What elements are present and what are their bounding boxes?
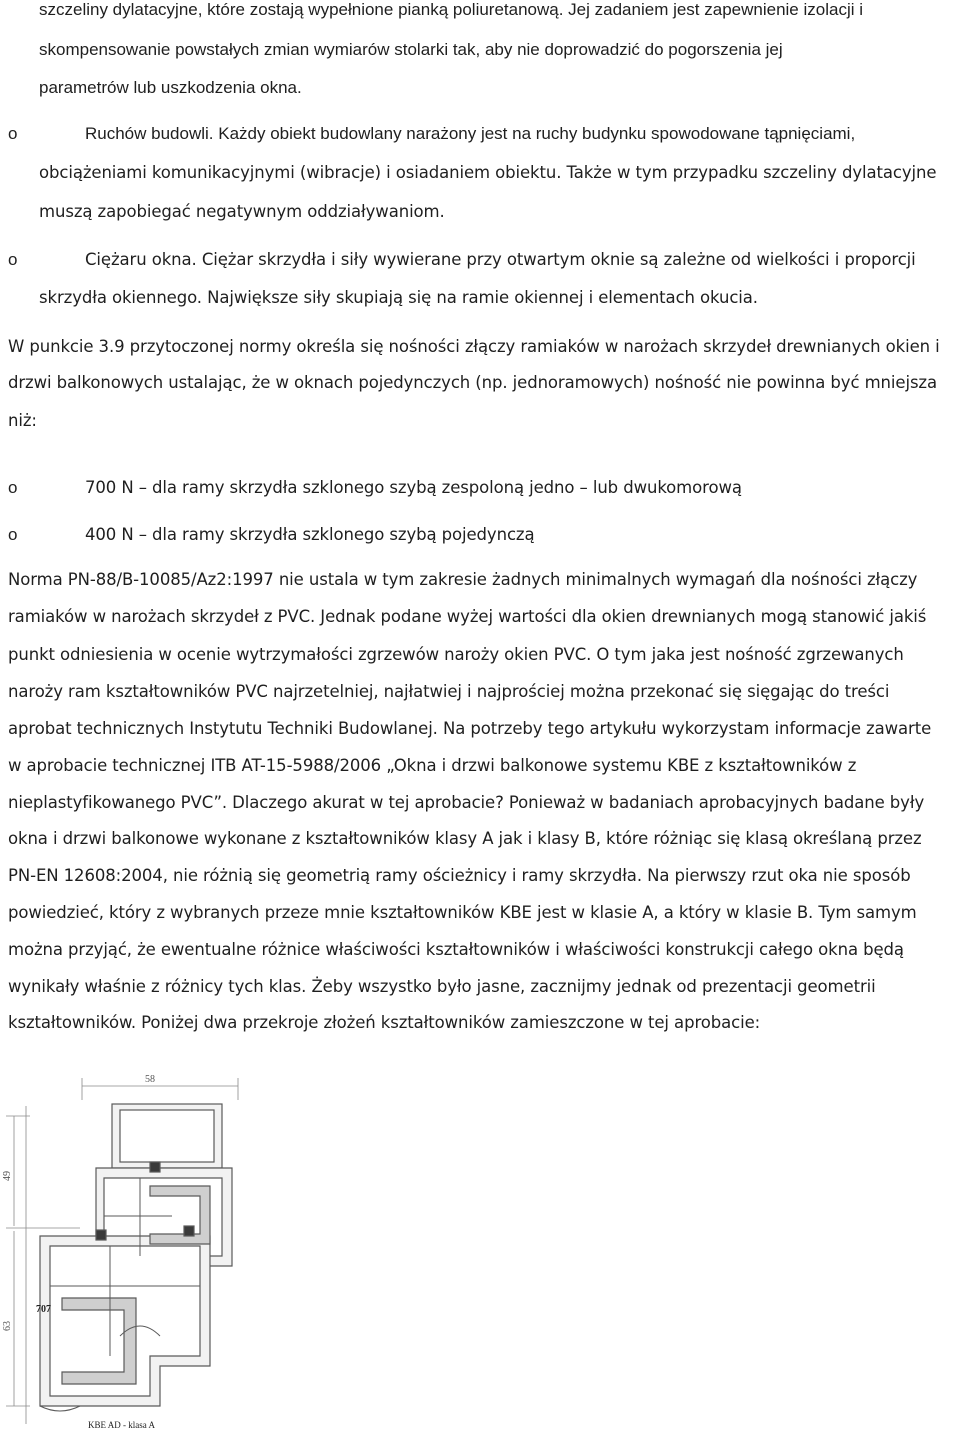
bullet-marker: o — [8, 250, 18, 269]
paragraph-line: w aprobacie technicznej ITB AT-15-5988/2006 „Okna i drzwi balkonowe systemu KBE z kształtowników z — [8, 756, 857, 775]
paragraph-line: można przyjąć, że ewentualne różnice właściwości kształtowników i właściwości konstrukcji całego okna będą — [8, 940, 904, 959]
paragraph-line: kształtowników. Poniżej dwa przekroje złożeń kształtowników zamieszczone w tej aprobacie: — [8, 1013, 761, 1032]
paragraph-line: powiedzieć, który z wybranych przeze mnie kształtowników KBE jest w klasie A, a który w klasie B. Tym samym — [8, 903, 917, 922]
dimension-left-lower: 63 — [2, 1321, 13, 1331]
paragraph-line: naroży ram kształtowników PVC najrzetelniej, najłatwiej i najprościej można przekonać się sięgając do treści — [8, 682, 890, 701]
paragraph-line: niż: — [8, 411, 37, 430]
paragraph-line: Norma PN-88/B-10085/Az2:1997 nie ustala w tym zakresie żadnych minimalnych wymagań dla nośności złączy — [8, 570, 918, 589]
bullet-marker: o — [8, 478, 18, 497]
bullet-marker: o — [8, 525, 18, 544]
paragraph-line: punkt odniesienia w ocenie wytrzymałości zgrzewów naroży okien PVC. O tym jaka jest nośność zgrzewanych — [8, 645, 904, 664]
paragraph-line: W punkcie 3.9 przytoczonej normy określa się nośności złączy ramiaków w narożach skrzydeł drewnianych okien i — [8, 337, 940, 356]
bullet-text-line: skrzydła okiennego. Największe siły skupiają się na ramie okiennej i elementach okucia. — [39, 288, 758, 307]
paragraph-line: aprobat technicznych Instytutu Techniki Budowlanej. Na potrzeby tego artykułu wykorzystam informacje zawarte — [8, 719, 932, 738]
dimension-left-upper: 49 — [2, 1171, 13, 1181]
paragraph-line: PN-EN 12608:2004, nie różnią się geometrią ramy ościeżnicy i ramy skrzydła. Na pierwszy rzut oka nie sposób — [8, 866, 911, 885]
profile-cross-section-drawing — [0, 1066, 240, 1434]
value-400n: 400 N – dla ramy skrzydła szklonego szybą pojedynczą — [85, 525, 535, 544]
paragraph-line: drzwi balkonowych ustalając, że w oknach pojedynczych (np. jednoramowych) nośność nie powinna być mniejsza — [8, 373, 938, 392]
dimension-top: 58 — [145, 1074, 155, 1085]
bullet-text-line: muszą zapobiegać negatywnym oddziaływaniom. — [39, 202, 445, 221]
paragraph-line: okna i drzwi balkonowe wykonane z kształtowników klasy A jak i klasy B, które różniąc się klasą określaną przez — [8, 829, 922, 848]
intro-line-1: szczeliny dylatacyjne, które zostają wypełnione pianką poliuretanową. Jej zadaniem jest zapewnienie izolacji i — [39, 0, 864, 19]
bullet-marker: o — [8, 124, 18, 143]
paragraph-line: nieplastyfikowanego PVC”. Dlaczego akurat w tej aprobacie? Ponieważ w badaniach aprobacyjnych badane były — [8, 793, 925, 812]
figure-caption: KBE AD - klasa A — [88, 1420, 155, 1430]
paragraph-line: wynikały właśnie z różnicy tych klas. Żeby wszystko było jasne, zacznijmy jednak od prezentacji geometrii — [8, 977, 876, 996]
intro-line-2: skompensowanie powstałych zmian wymiarów stolarki tak, aby nie doprowadzić do pogorszenia jej — [39, 40, 783, 59]
bullet-text-line: obciążeniami komunikacyjnymi (wibracje) i osiadaniem obiektu. Także w tym przypadku szczeliny dylatacyjne — [39, 163, 937, 182]
profile-code-label: 707 — [36, 1304, 51, 1315]
bullet-text-line: Ciężaru okna. Ciężar skrzydła i siły wywierane przy otwartym oknie są zależne od wielkości i proporcji — [85, 250, 916, 269]
value-700n: 700 N – dla ramy skrzydła szklonego szybą zespoloną jedno – lub dwukomorową — [85, 478, 742, 497]
bullet-text-line: Ruchów budowli. Każdy obiekt budowlany narażony jest na ruchy budynku spowodowane tąpnięciami, — [85, 124, 856, 143]
intro-line-3: parametrów lub uszkodzenia okna. — [39, 78, 302, 97]
paragraph-line: ramiaków w narożach skrzydeł z PVC. Jednak podane wyżej wartości dla okien drewnianych mogą stanowić jakiś — [8, 607, 927, 626]
